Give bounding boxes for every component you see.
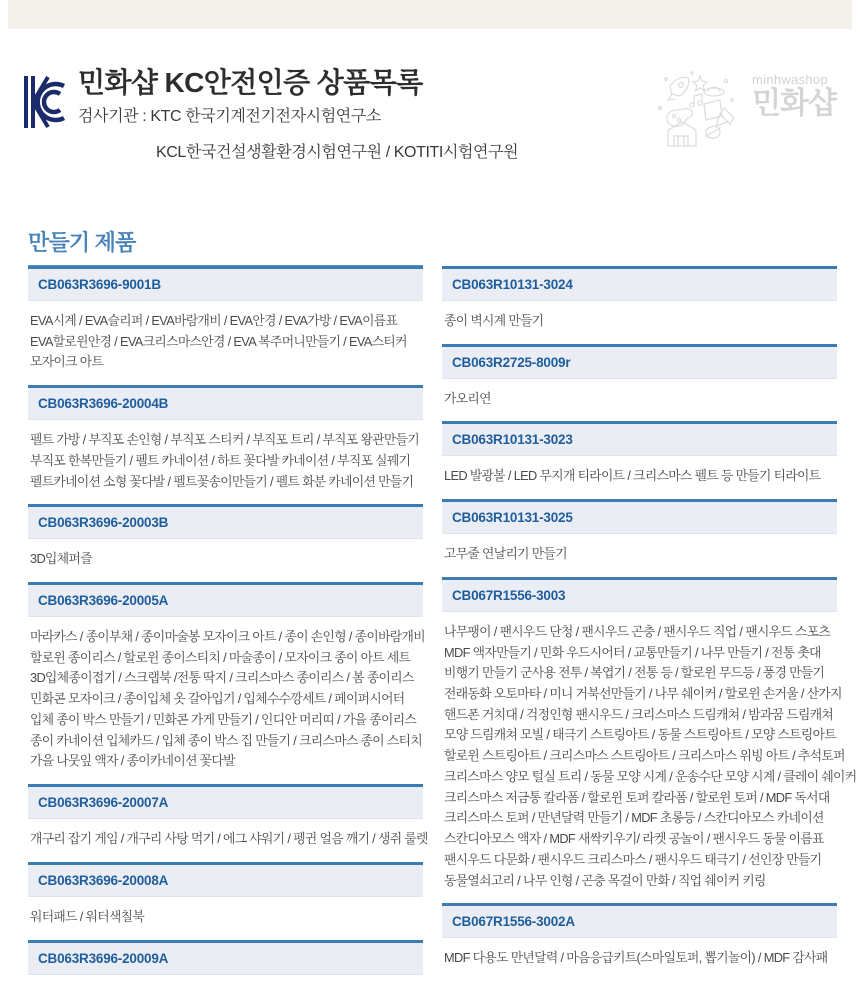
product-block [442, 499, 837, 577]
product-code-header[interactable] [28, 940, 423, 975]
product-code-header[interactable] [28, 266, 423, 301]
product-list-line: MDF 액자만들기 / 민화 우드시어터 / 교통만들기 / 나무 만들기 / 전통 촛대 [444, 644, 821, 660]
section-title: 만들기 제품 [28, 230, 136, 255]
product-list [28, 301, 423, 385]
product-list-line: 크리스마스 저금통 칼라폼 / 할로윈 토퍼 칼라폼 / 할로윈 토퍼 / MDF 독서대 [444, 789, 830, 805]
product-code: CB063R3696-20009A [38, 950, 169, 966]
product-list-line: 모양 드림캐쳐 모빌 / 태극기 스트링아트 / 동물 스트링아트 / 모양 스트링아트 [444, 727, 837, 743]
product-block [28, 504, 423, 582]
page-header [0, 46, 860, 206]
inspection-agency-line-2: KCL한국건설생활환경시험연구원 / KOTITI시험연구원 [156, 144, 519, 161]
product-block [28, 582, 423, 784]
product-code-header[interactable] [442, 903, 837, 938]
product-list [28, 897, 423, 940]
product-list [442, 612, 857, 903]
product-block [28, 385, 423, 504]
top-decorative-band [8, 0, 852, 29]
product-block [442, 266, 837, 344]
product-list [442, 379, 837, 422]
product-block [28, 862, 423, 940]
product-block [28, 266, 423, 385]
product-list-line: 핸드폰 거치대 / 걱정인형 팬시우드 / 크리스마스 드림캐쳐 / 밤과꿈 드림캐쳐 [444, 706, 834, 722]
product-list-line: 민화콘 모자이크 / 종이입체 옷 갈아입기 / 입체수수깡세트 / 페이퍼시어터 [30, 691, 405, 707]
product-list-line: 나무팽이 / 팬시우드 단청 / 팬시우드 곤충 / 팬시우드 직업 / 팬시우드 스포츠 [444, 623, 831, 639]
product-list [28, 420, 423, 504]
product-list-line: 펠트 가방 / 부직포 손인형 / 부직포 스티커 / 부직포 트리 / 부직포 왕관만들기 [30, 432, 420, 448]
product-code-header[interactable] [442, 421, 837, 456]
product-list-line: 크리스마스 토퍼 / 만년달력 만들기 / MDF 초롱등 / 스칸디아모스 카네이션 [444, 810, 824, 826]
product-list-line: 모자이크 아트 [30, 354, 104, 370]
product-list-line: 팬시우드 다문화 / 팬시우드 크리스마스 / 팬시우드 태극기 / 선인장 만들기 [444, 851, 822, 867]
product-code: CB063R3696-20004B [38, 396, 169, 412]
brand-name-en: minhwashop [752, 72, 828, 87]
product-code: CB063R3696-20007A [38, 795, 169, 811]
product-list-line: 종이 벽시계 만들기 [444, 313, 544, 328]
product-block [442, 577, 857, 903]
product-code: CB063R3696-9001B [38, 277, 161, 292]
product-list-line: 할로윈 종이리스 / 할로윈 종이스티치 / 마술종이 / 모자이크 종이 아트 세트 [30, 649, 411, 665]
product-code: CB063R3696-20003B [38, 515, 169, 531]
product-list-line: 부직포 한복만들기 / 펠트 카네이션 / 하트 꽃다발 카네이션 / 부직포 실꿰기 [30, 452, 411, 468]
product-list-line: 고무줄 연날리기 만들기 [444, 546, 567, 562]
product-list [28, 819, 428, 862]
product-block [442, 903, 837, 981]
product-column-right [442, 266, 857, 981]
product-list-line: LED 발광볼 / LED 무지개 티라이트 / 크리스마스 펠트 등 만들기 티라이트 [444, 468, 821, 484]
product-code-header[interactable] [28, 862, 423, 897]
inspection-agency-line-1: 검사기관 : KTC 한국기계전기전자시험연구소 [78, 107, 381, 125]
brand-text-block [752, 72, 852, 119]
product-list-line: 워터패드 / 워터색칠북 [30, 908, 145, 924]
product-column-left [28, 266, 428, 975]
product-list-line: 전래동화 오토마타 / 미니 거북선만들기 / 나무 쉐이커 / 할로윈 손거울 / 산가지 [444, 686, 842, 702]
product-list-line: 비행기 만들기 군사용 전투 / 복엽기 / 전통 등 / 할로윈 무드등 / 풍경 만들기 [444, 665, 825, 681]
brand-watermark [648, 62, 848, 148]
product-list-line: 마라카스 / 종이부채 / 종이마술봉 모자이크 아트 / 종이 손인형 / 종이바람개비 [30, 629, 425, 645]
product-list-line: 입체 종이 박스 만들기 / 민화콘 가게 만들기 / 인디안 머리띠 / 가을 종이리스 [30, 711, 417, 727]
product-code: CB067R1556-3003 [452, 587, 566, 603]
product-list-line: 동물열쇠고리 / 나무 인형 / 곤충 목걸이 만화 / 직업 쉐이커 키링 [444, 872, 766, 888]
product-code-header[interactable] [28, 784, 423, 819]
product-list-line: 3D입체퍼즐 [30, 551, 92, 567]
product-code-header[interactable] [442, 266, 837, 301]
brand-name-ko: 민화샵 [752, 87, 836, 120]
minhwashop-doodle-watermark-icon [648, 68, 748, 148]
product-code-header[interactable] [28, 504, 423, 539]
product-list [442, 534, 837, 577]
product-code-header[interactable] [442, 577, 837, 612]
product-list [28, 617, 423, 784]
kc-certification-mark-icon [22, 72, 68, 132]
product-list [442, 456, 837, 499]
product-list-line: 크리스마스 양모 털실 트리 / 동물 모양 시계 / 운송수단 모양 시계 / 클레이 쉐이커 [444, 768, 857, 784]
product-code: CB063R10131-3024 [452, 277, 573, 292]
product-code-header[interactable] [28, 385, 423, 420]
product-code: CB063R10131-3023 [452, 432, 573, 448]
product-list-line: EVA시계 / EVA슬리퍼 / EVA바람개비 / EVA안경 / EVA가방 / EVA이름표 [30, 313, 398, 328]
product-code: CB063R3696-20005A [38, 593, 169, 609]
product-code-header[interactable] [442, 344, 837, 379]
product-list-line: EVA할로윈안경 / EVA크리스마스안경 / EVA 복주머니만들기 / EVA스티커 [30, 333, 407, 349]
product-list-line: 3D입체종이접기 / 스크랩북 /전통 딱지 / 크리스마스 종이리스 / 봄 종이리스 [30, 670, 414, 686]
product-block [442, 344, 837, 422]
product-code-header[interactable] [28, 582, 423, 617]
product-list-line: 할로윈 스트링아트 / 크리스마스 스트링아트 / 크리스마스 위빙 아트 / 추석토퍼 [444, 748, 845, 764]
product-block [442, 421, 837, 499]
product-code: CB063R3696-20008A [38, 872, 169, 888]
product-list [28, 539, 423, 582]
product-list-line: 스칸디아모스 액자 / MDF 새싹키우기/ 라켓 공놀이 / 팬시우드 동물 이름표 [444, 831, 824, 847]
product-list [442, 301, 837, 344]
section-title-wrap [28, 226, 423, 268]
product-list [442, 938, 837, 981]
product-list-line: 가을 나뭇잎 액자 / 종이카네이션 꽃다발 [30, 753, 235, 769]
product-columns [0, 266, 860, 966]
product-code: CB063R10131-3025 [452, 510, 573, 526]
product-code: CB063R2725-8009r [452, 354, 571, 370]
product-list-line: 종이 카네이션 입체카드 / 입체 종이 박스 집 만들기 / 크리스마스 종이 스티치 [30, 732, 423, 748]
product-code-header[interactable] [442, 499, 837, 534]
product-list-line: 개구리 잡기 게임 / 개구리 사탕 먹기 / 에그 샤워기 / 펭귄 얼음 깨기 / 생쥐 룰렛 [30, 831, 428, 847]
product-list-line: 가오리연 [444, 390, 491, 406]
product-block [28, 940, 423, 975]
product-list-line: 펠트카네이션 소형 꽃다발 / 펠트꽃송이만들기 / 펠트 화분 카네이션 만들기 [30, 473, 414, 489]
product-list-line: MDF 다용도 만년달력 / 마음응급키트(스마일토퍼, 뽑기놀이) / MDF 감사패 [444, 950, 828, 966]
page-title: 민화샵 KC안전인증 상품목록 [78, 67, 423, 98]
product-code: CB067R1556-3002A [452, 914, 575, 930]
header-title-block [78, 66, 638, 127]
product-block [28, 784, 428, 862]
